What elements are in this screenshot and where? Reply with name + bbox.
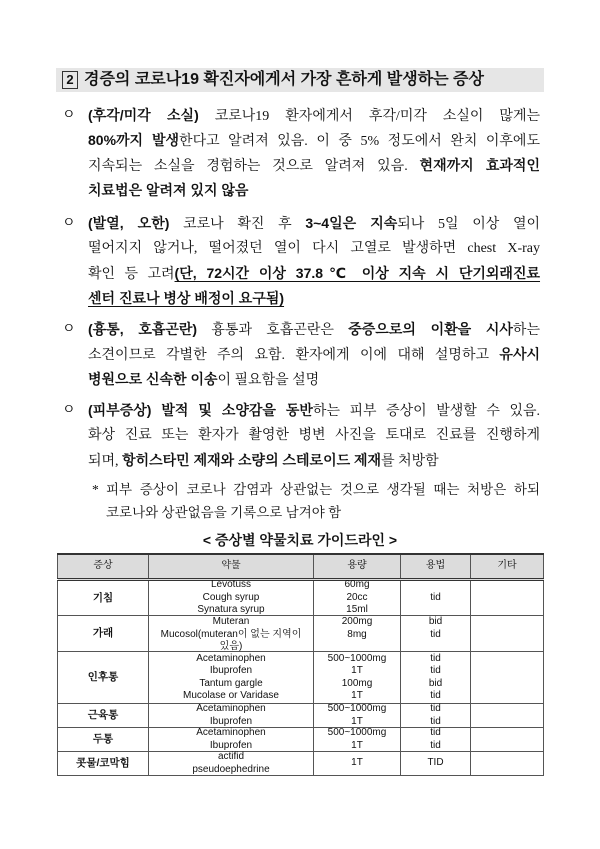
item-emphasis-underlined: (단, 72시간 이상 37.8℃ 이상 지속 시 단기외래진료 <box>174 265 541 281</box>
item-line <box>88 286 540 311</box>
cell-doses <box>314 652 401 704</box>
usage-line: TID <box>427 757 444 769</box>
item-line <box>88 448 540 473</box>
cell-other <box>471 704 544 728</box>
cell-other <box>471 752 544 776</box>
item-line <box>88 128 540 153</box>
cell-usage <box>401 728 471 752</box>
item-line <box>88 398 540 423</box>
cell-other <box>471 580 544 616</box>
table-row <box>58 652 544 704</box>
item-text: 를 처방함 <box>381 454 439 469</box>
item-emphasis: 80%까지 발생 <box>88 132 180 148</box>
cell-usage <box>401 704 471 728</box>
cell-usage <box>401 616 471 652</box>
table-row <box>58 728 544 752</box>
drug-line: Acetaminophen <box>196 652 266 664</box>
item-emphasis: 항히스타민 제재와 소량의 스테로이드 제재 <box>122 452 382 468</box>
item-emphasis: 발적 및 소양감을 동반 <box>151 402 313 418</box>
drug-line: Tantum gargle <box>199 677 263 689</box>
dose-line: 1T <box>351 690 363 701</box>
dose-line: 8mg <box>347 628 367 640</box>
usage-line: tid <box>430 715 441 727</box>
drug-line: Synatura syrup <box>197 604 265 616</box>
usage-line: tid <box>430 739 441 751</box>
cell-usage <box>401 580 471 616</box>
item-text: 하는 피부 증상이 발생할 수 있음. <box>312 404 541 419</box>
item-heading: (피부증상) <box>88 402 152 418</box>
cell-doses <box>314 728 401 752</box>
dose-line: 200mg <box>341 616 373 627</box>
bullet-marker: ㅇ <box>62 403 76 418</box>
usage-line: bid <box>428 616 443 627</box>
table-title: < 증상별 약물치료 가이드라인 > <box>202 532 398 548</box>
item-line <box>88 211 540 236</box>
cell-usage <box>401 652 471 704</box>
cell-symptom: 근육통 <box>58 704 149 728</box>
item-line <box>88 178 540 203</box>
section-heading <box>56 68 544 92</box>
item-text: 흉통과 호흡곤란은 <box>197 323 349 338</box>
cell-drugs <box>149 728 314 752</box>
cell-symptom: 기침 <box>58 580 149 616</box>
usage-line: tid <box>430 665 441 676</box>
item-text: 지속되는 소실을 경험하는 것으로 알려져 있음. <box>88 159 420 174</box>
cell-doses <box>314 616 401 652</box>
table-row <box>58 752 544 776</box>
item-text: 한다고 알려져 있음. 이 중 5% 정도에서 완치 이후에도 <box>179 134 540 149</box>
drug-line: Acetaminophen <box>196 727 266 738</box>
item-body <box>88 211 540 311</box>
column-header-usage: 용법 <box>401 554 471 580</box>
table-row <box>58 704 544 728</box>
item-text: 확인 등 고려 <box>88 267 175 282</box>
dose-line: 1T <box>351 739 363 751</box>
column-header-symptom: 증상 <box>58 554 149 580</box>
item-heading: (발열, 오한) <box>88 215 170 231</box>
footnote-line: 코로나와 상관없음을 기록으로 남겨야 함 <box>106 505 342 520</box>
item-body <box>88 398 540 473</box>
cell-symptom: 가래 <box>58 616 149 652</box>
cell-drugs <box>149 704 314 728</box>
cell-doses <box>314 580 401 616</box>
dose-line: 100mg <box>341 677 373 689</box>
usage-line: tid <box>430 591 441 603</box>
drug-line: Acetaminophen <box>196 703 266 714</box>
cell-other <box>471 616 544 652</box>
item-line <box>88 342 540 367</box>
cell-symptom: 두통 <box>58 728 149 752</box>
cell-usage <box>401 752 471 776</box>
item-line <box>88 236 540 261</box>
item-emphasis: 병원으로 신속한 이송 <box>88 371 218 387</box>
item-emphasis-underlined: 센터 진료나 병상 배정이 요구됨) <box>88 290 285 306</box>
item-line <box>88 153 540 178</box>
item-text: 이 필요함을 설명 <box>217 373 320 388</box>
bullet-marker: ㅇ <box>62 108 76 123</box>
dose-line: 500~1000mg <box>327 727 387 738</box>
table-row <box>58 580 544 616</box>
usage-line: tid <box>430 628 441 640</box>
usage-line: tid <box>430 652 441 664</box>
drug-line: Levotuss <box>210 579 252 591</box>
dose-line: 500~1000mg <box>327 652 387 664</box>
item-body <box>88 317 540 392</box>
drug-line: Mucolase or Varidase <box>183 690 279 701</box>
drug-line: Ibuprofen <box>209 715 253 727</box>
cell-doses <box>314 704 401 728</box>
item-text: 하는 <box>512 323 540 338</box>
item-text: 떨어지지 않거나, 떨어졌던 열이 다시 고열로 발생하면 chest X-ray <box>88 241 540 256</box>
item-text: 되며, <box>88 454 123 469</box>
dose-line: 1T <box>351 757 363 769</box>
dose-line: 1T <box>351 715 363 727</box>
usage-line: tid <box>430 703 441 714</box>
column-header-other: 기타 <box>471 554 544 580</box>
item-line <box>88 103 540 128</box>
drug-line: Muteran <box>212 616 250 627</box>
item-text: 코로나19 환자에게서 후각/미각 소실이 많게는 <box>198 109 540 124</box>
footnote-marker: * <box>92 482 99 497</box>
item-text: 화상 진료 또는 환자가 촬영한 병변 사진을 토대로 진료를 진행하게 <box>88 428 540 443</box>
bullet-marker: ㅇ <box>62 216 76 231</box>
dose-line: 20cc <box>346 591 368 603</box>
item-line <box>88 423 540 448</box>
table-row <box>58 616 544 652</box>
cell-drugs <box>149 652 314 704</box>
item-text: 코로나 확진 후 <box>169 217 306 232</box>
cell-other <box>471 728 544 752</box>
item-line <box>88 367 540 392</box>
dose-line: 15ml <box>346 604 368 616</box>
bullet-marker: ㅇ <box>62 322 76 337</box>
drug-line: Mucosol(muteran이 없는 지역이 <box>160 628 302 640</box>
item-line <box>88 317 540 342</box>
item-body <box>88 103 540 203</box>
dose-line: 60mg <box>344 579 370 591</box>
item-line <box>88 261 540 286</box>
cell-symptom: 인후통 <box>58 652 149 704</box>
item-emphasis: 중증으로의 이환을 시사 <box>348 321 513 337</box>
drug-line: Cough syrup <box>202 591 260 603</box>
usage-line: tid <box>430 690 441 701</box>
cell-drugs <box>149 580 314 616</box>
item-emphasis: 치료법은 알려져 있지 않음 <box>88 182 249 198</box>
drug-line: 있음) <box>219 641 243 652</box>
cell-doses <box>314 752 401 776</box>
item-emphasis: 유사시 <box>499 346 540 362</box>
item-text: 소견이므로 각별한 주의 요함. 환자에게 이에 대해 설명하고 <box>88 348 500 363</box>
drug-line: actifid <box>217 751 245 762</box>
cell-symptom: 콧물/코막힘 <box>58 752 149 776</box>
item-emphasis: 3~4일은 지속 <box>305 215 398 231</box>
item-emphasis: 현재까지 효과적인 <box>419 157 540 173</box>
medication-guideline-table <box>57 553 544 776</box>
table-header-row <box>58 554 544 580</box>
cell-other <box>471 652 544 704</box>
drug-line: Ibuprofen <box>209 739 253 751</box>
item-heading: (후각/미각 소실) <box>88 107 199 123</box>
drug-line: pseudoephedrine <box>192 763 270 775</box>
dose-line: 1T <box>351 665 363 676</box>
dose-line: 500~1000mg <box>327 703 387 714</box>
column-header-drug: 약물 <box>149 554 314 580</box>
footnote-body <box>106 478 540 524</box>
section-title: 경증의 코로나19 확진자에게서 가장 흔하게 발생하는 증상 <box>84 71 484 88</box>
section-number-box: 2 <box>62 71 78 89</box>
item-text: 되나 5일 이상 열이 <box>397 217 541 232</box>
footnote-line: 피부 증상이 코로나 감염과 상관없는 것으로 생각될 때는 처방은 하되 <box>106 482 540 497</box>
drug-line: Ibuprofen <box>209 665 253 676</box>
usage-line: bid <box>428 677 443 689</box>
cell-drugs <box>149 616 314 652</box>
usage-line: tid <box>430 727 441 738</box>
column-header-dose: 용량 <box>314 554 401 580</box>
cell-drugs <box>149 752 314 776</box>
item-heading: (흉통, 호흡곤란) <box>88 321 198 337</box>
